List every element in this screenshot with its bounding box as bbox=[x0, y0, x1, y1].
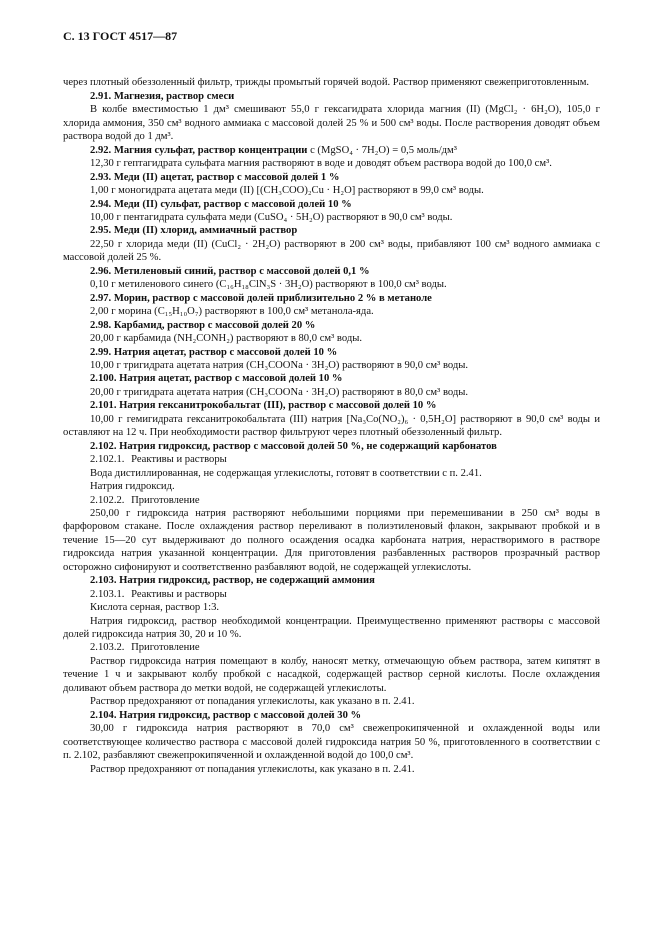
document-page bbox=[63, 30, 600, 776]
section-2-103-title: 2.103. Натрия гидроксид, раствор, не содержащий аммония bbox=[90, 575, 375, 587]
section-2-95-title: 2.95. Меди (II) хлорид, аммиачный раствор bbox=[90, 225, 298, 237]
subsection-2-103-2-title: Приготовление bbox=[131, 642, 200, 654]
subsection-2-103-1-number: 2.103.1. bbox=[90, 588, 125, 600]
section-2-100-body: 20,00 г тригидрата ацетата натрия (CH₃COONa · 3H₂O) растворяют в 80,0 см³ воды. bbox=[90, 386, 469, 398]
subsection-2-102-1 bbox=[63, 453, 600, 466]
section-2-101-body: 10,00 г гемигидрата гексанитрокобальтата (III) натрия [Na₃Co(NO₂)₆ · 0,5H₂O] растворяют в 90,0 см³ воды и оставляют на 12 ч. При необходимости раствор фильтруют через плотный обеззоленный фильтр. bbox=[63, 413, 600, 439]
section-2-96-title: 2.96. Метиленовый синий, раствор с массовой долей 0,1 % bbox=[90, 265, 370, 277]
subsection-2-103-1 bbox=[63, 588, 600, 601]
section-2-93-body: 1,00 г моногидрата ацетата меди (II) [(CH₃COO)₂Cu · H₂O] растворяют в 99,0 см³ воды. bbox=[90, 185, 484, 197]
section-2-99-body: 10,00 г тригидрата ацетата натрия (CH₃COONa · 3H₂O) растворяют в 90,0 см³ воды. bbox=[90, 359, 469, 371]
section-2-97-body: 2,00 г морина (C₁₅H₁₀O₇) растворяют в 100,0 см³ метанола-яда. bbox=[90, 306, 374, 318]
section-2-102-title: 2.102. Натрия гидроксид, раствор с массовой долей 50 %, не содержащий карбонатов bbox=[90, 440, 497, 452]
section-2-94-title: 2.94. Меди (II) сульфат, раствор с массовой долей 10 % bbox=[90, 198, 352, 210]
page-header: С. 13 ГОСТ 4517—87 bbox=[63, 29, 178, 43]
section-2-103-para-1: Кислота серная, раствор 1:3. bbox=[90, 602, 220, 614]
section-2-104-para-1: 30,00 г гидроксида натрия растворяют в 70,0 см³ свежепрокипяченной и охлажденной воды или соответствующее количество раствора с массовой долей гидроксида натрия 50 %, приготовленного в соответствии с п. 2.102, разбавляют свежепрокипяченной и охлажденной водой до 100,0 см³. bbox=[63, 723, 600, 762]
section-2-103-para-2: Натрия гидроксид, раствор необходимой концентрации. Преимущественно применяют растворы с массовой долей гидроксида натрия 30, 20 и 10 %. bbox=[63, 615, 600, 641]
section-2-99-title: 2.99. Натрия ацетат, раствор с массовой долей 10 % bbox=[90, 346, 338, 358]
intro-paragraph: через плотный обеззоленный фильтр, трижды промытый горячей водой. Раствор применяют свежеприготовленным. bbox=[63, 77, 590, 89]
section-2-93-title: 2.93. Меди (II) ацетат, раствор с массовой долей 1 % bbox=[90, 171, 340, 183]
section-2-92-title-text: 2.92. Магния сульфат, раствор концентрации bbox=[90, 144, 308, 156]
section-2-91-title: 2.91. Магнезия, раствор смеси bbox=[90, 90, 235, 102]
section-2-98-body: 20,00 г карбамида (NH₂CONH₂) растворяют в 80,0 см³ воды. bbox=[90, 333, 363, 345]
subsection-2-102-1-title: Реактивы и растворы bbox=[131, 454, 227, 466]
section-2-104-title: 2.104. Натрия гидроксид, раствор с массовой долей 30 % bbox=[90, 709, 362, 721]
section-2-102-para-3: 250,00 г гидроксида натрия растворяют небольшими порциями при перемешивании в 250 см³ воды в фарфоровом стакане. После охлаждения раствор переливают в полиэтиленовый флакон, закрывают пробкой и в течение 15—20 сут выдерживают до полного осаждения осадка карбоната натрия, нерастворимого в растворе гидроксида натрия указанной концентрации. Для приготовления разбавленных растворов прозрачный раствор осторожно сифонируют и соответственно разбавляют водой, не содержащей углекислоты. bbox=[63, 507, 600, 573]
section-2-92-body: 12,30 г гептагидрата сульфата магния растворяют в воде и доводят объем раствора водой до 100,0 см³. bbox=[90, 158, 552, 170]
section-2-101-title: 2.101. Натрия гексанитрокобальтат (III), раствор с массовой долей 10 % bbox=[90, 400, 437, 412]
section-2-102-para-2: Натрия гидроксид. bbox=[90, 481, 175, 493]
subsection-2-103-1-title: Реактивы и растворы bbox=[131, 588, 227, 600]
section-2-102-para-1: Вода дистиллированная, не содержащая углекислоты, готовят в соответствии с п. 2.41. bbox=[90, 467, 482, 479]
subsection-2-103-2-number: 2.103.2. bbox=[90, 642, 125, 654]
section-2-103-para-3: Раствор гидроксида натрия помещают в колбу, наносят метку, отмечающую объем раствора, затем кипятят в течение 1 ч и закрывают колбу пробкой с насадкой, содержащей раствор серной кислоты. После охлаждения доливают объем раствора до метки водой, не содержащей углекислоты. bbox=[63, 655, 600, 694]
subsection-2-102-2-number: 2.102.2. bbox=[90, 494, 125, 506]
section-2-97-title: 2.97. Морин, раствор с массовой долей приблизительно 2 % в метаноле bbox=[90, 292, 432, 304]
section-2-92-formula: c (MgSO₄ · 7H₂O) = 0,5 моль/дм³ bbox=[310, 144, 457, 156]
section-2-94-body: 10,00 г пентагидрата сульфата меди (CuSO₄ · 5H₂O) растворяют в 90,0 см³ воды. bbox=[90, 211, 453, 223]
section-2-104-para-2: Раствор предохраняют от попадания углекислоты, как указано в п. 2.41. bbox=[90, 763, 415, 775]
subsection-2-102-2-title: Приготовление bbox=[131, 494, 200, 506]
subsection-2-102-1-number: 2.102.1. bbox=[90, 454, 125, 466]
subsection-2-103-2 bbox=[63, 641, 600, 654]
section-2-95-body: 22,50 г хлорида меди (II) (CuCl₂ · 2H₂O) растворяют в 200 см³ воды, прибавляют 100 см³ водного аммиака с массовой долей 25 %. bbox=[63, 238, 600, 264]
section-2-96-body: 0,10 г метиленового синего (C₁₆H₁₈ClN₃S · 3H₂O) растворяют в 100,0 см³ воды. bbox=[90, 279, 447, 291]
section-2-103-para-4: Раствор предохраняют от попадания углекислоты, как указано в п. 2.41. bbox=[90, 696, 415, 708]
section-2-98-title: 2.98. Карбамид, раствор с массовой долей 20 % bbox=[90, 319, 316, 331]
subsection-2-102-2 bbox=[63, 494, 600, 507]
section-2-91-body: В колбе вместимостью 1 дм³ смешивают 55,0 г гексагидрата хлорида магния (II) (MgCl₂ · 6H₂O), 105,0 г хлорида аммония, 350 см³ водного аммиака с массовой долей 25 % и 500 см³ воды. После растворения доводят объем раствора водой до 1 дм³. bbox=[63, 104, 600, 143]
section-2-92-title bbox=[63, 144, 600, 157]
section-2-100-title: 2.100. Натрия ацетат, раствор с массовой долей 10 % bbox=[90, 373, 343, 385]
